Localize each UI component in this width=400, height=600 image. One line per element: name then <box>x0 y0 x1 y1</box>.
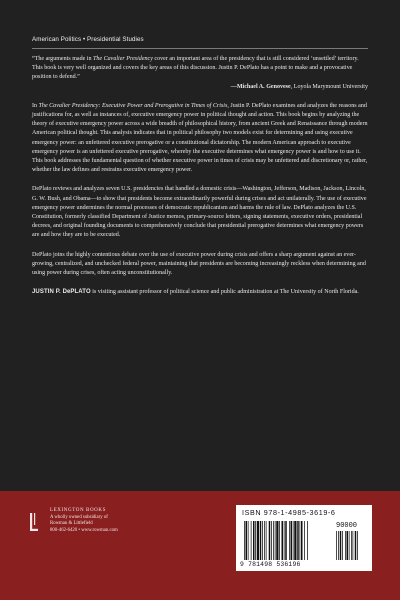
publisher-info <box>50 508 190 534</box>
quote-text-end: cover an important area of the presidency that is still considered ‘unsettled’ territory. This book is very well organized and covers the key areas of this discussion. Justin P. DePlato has a point to make and a provocative position to defend.” <box>32 56 359 81</box>
price-code: 90000 <box>336 522 358 530</box>
cover-text <box>32 55 368 307</box>
endorser-name: —Michael A. Genovese <box>230 83 291 90</box>
publisher-contact: 800-462-6420 • www.rowman.com <box>50 527 118 533</box>
isbn-text: ISBN 978-1-4985-3619-6 <box>242 508 336 517</box>
description-paragraph-1-text: , Justin P. DePlato examines and analyzes the reasons and justifications for, as well as instances of, executive emergency power in political thought and action. This book begins by analyzing the theory of executive emergency power across a wide breadth of philosophical history, from ancient Greek and Renaissance through modern American political thought. This analysis indicates that in political philosophy two models exist for determining and using executive emergency power: an unfettered executive prerogative or a constitutional dictatorship. The modern American approach to executive emergency power is an unfettered executive prerogative, whereby the executive determines what emergency power is and how to use it. This book addresses the fundamental question of whether executive power in times of crisis may be unfettered and discretionary or, rather, whether the law defines and restrains executive emergency power. <box>32 102 368 174</box>
endorsement-attribution <box>32 83 368 92</box>
category-divider <box>32 48 368 49</box>
lexington-logo-icon <box>28 511 40 533</box>
ean-digits: 9 781498 536196 <box>240 561 301 568</box>
description-intro: In <box>32 102 39 109</box>
description-paragraph-3: DePlato joins the highly contentious debate over the use of executive power during crisis and offers a sharp argument against an ever-growing, centralized, and unchecked federal power, maintaining that presidents are becoming increasingly reckless when determining and using power during crises, often acting unconstitutionally. <box>32 251 366 277</box>
publisher-name: LEXINGTON BOOKS <box>50 508 106 513</box>
quote-book-title: The Cavalier Presidency <box>93 56 153 62</box>
isbn-barcode-box <box>236 505 372 571</box>
author-bio <box>32 288 368 297</box>
publisher-line-2: Rowman & Littlefield <box>50 521 93 527</box>
description-paragraph-2: DePlato reviews and analyzes seven U.S. presidencies that handled a domestic crisis—Washington, Jefferson, Madison, Jackson, Lincoln, G. W. Bush, and Obama—to show that presidents become extraordinarily powerful during crises and act unilaterally. The use of executive emergency power undermines the normal processes of democratic republicanism and harms the rule of law. DePlato analyzes the U.S. Constitution, formerly classified Department of Justice memos, primary-source letters, signing statements, executive orders, presidential decrees, and original founding documents to comprehensively conclude that presidential prerogative determines what emergency powers are and how they are to be executed. <box>32 186 367 239</box>
publisher-line-1: A wholly owned subsidiary of <box>50 514 108 520</box>
endorsement-quote <box>32 55 368 92</box>
description-book-title: The Cavalier Presidency: Executive Power and Prerogative in Times of Crisis <box>38 102 228 109</box>
author-name: JUSTIN P. DePLATO <box>32 289 91 296</box>
endorser-affiliation: , Loyola Marymount University <box>290 83 368 90</box>
quote-text-start: “The arguments made in <box>32 56 94 62</box>
author-bio-text: is visiting assistant professor of political science and public administration at The University of North Florida. <box>90 289 359 296</box>
category-line: American Politics • Presidential Studies <box>32 36 144 43</box>
description-paragraph-1 <box>32 102 368 176</box>
